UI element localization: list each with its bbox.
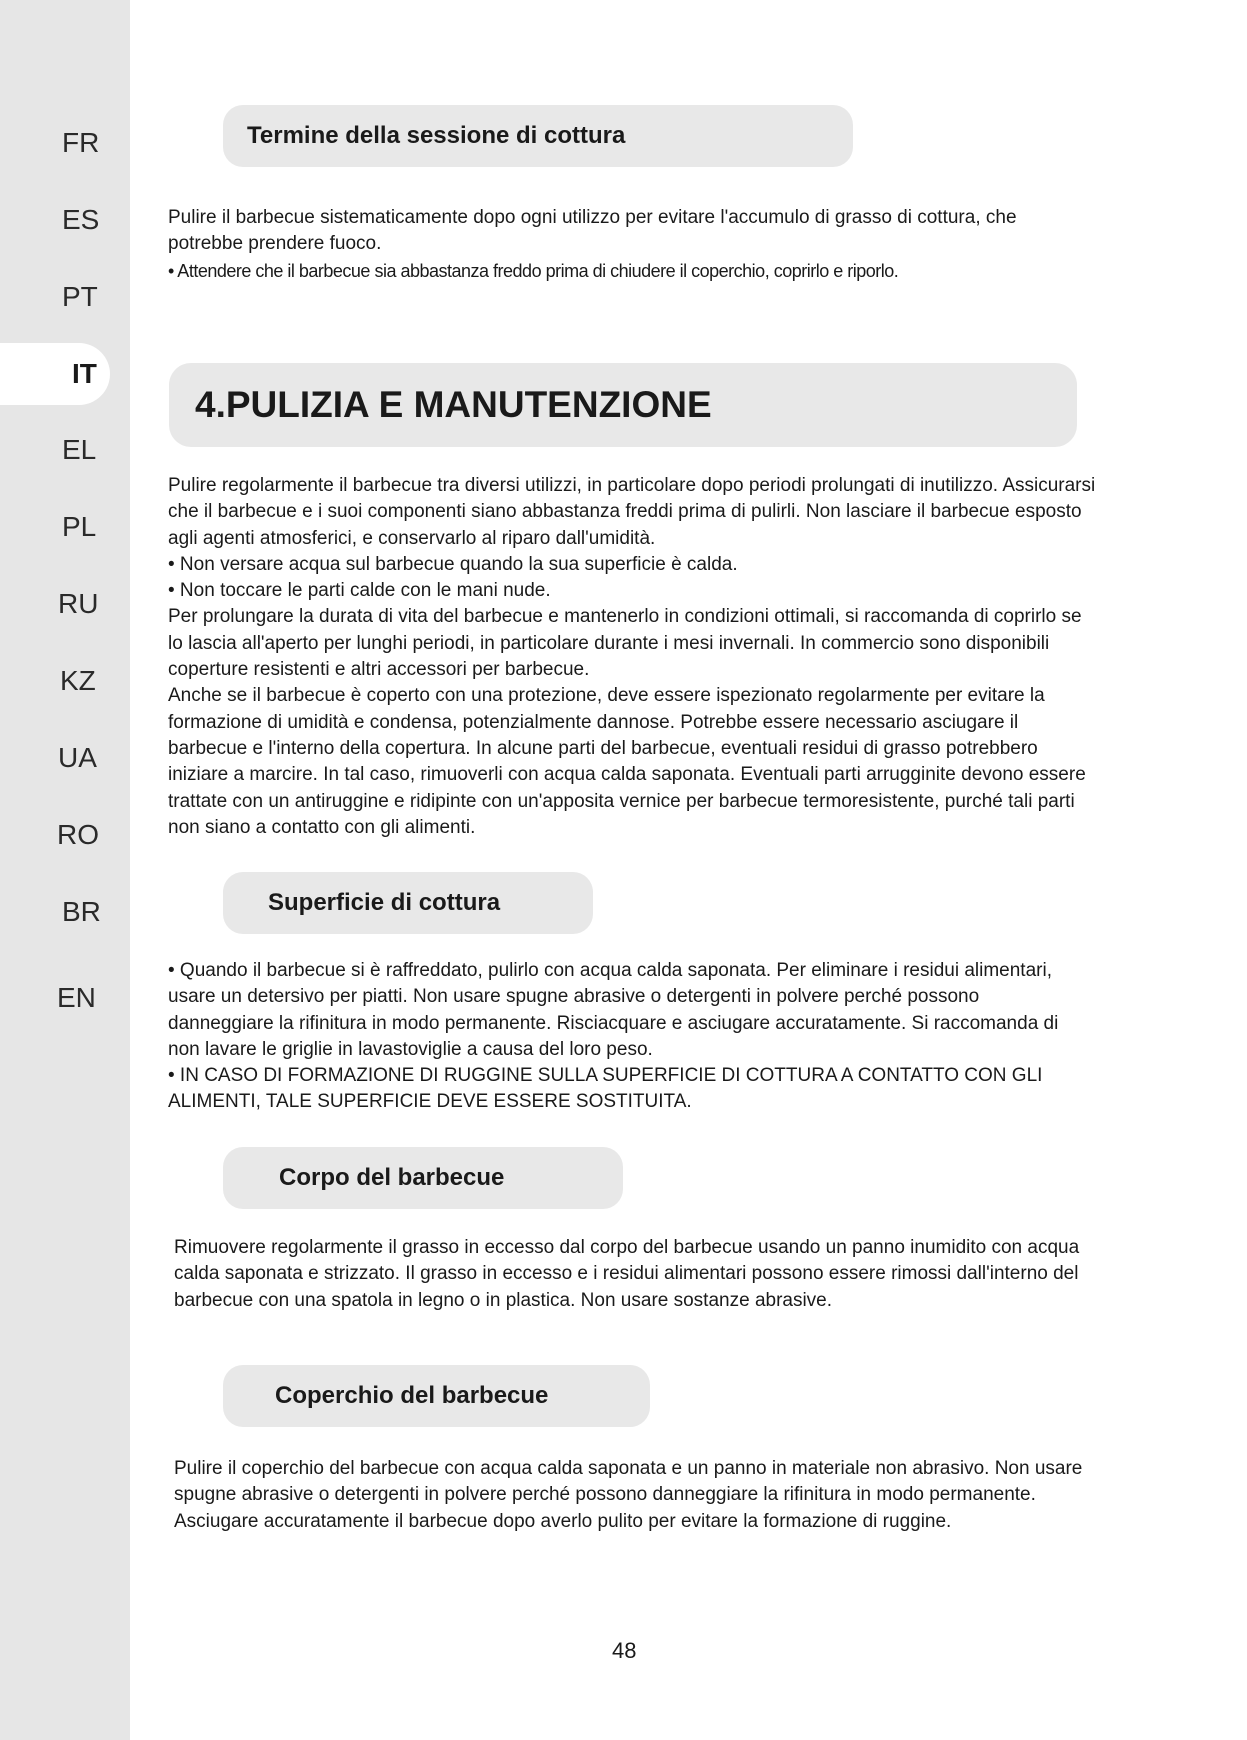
end-session-text: Pulire il barbecue sistematicamente dopo ogni utilizzo per evitare l'accumulo di grasso di cottura, che potrebbe prendere fuoco. • Attendere che il barbecue sia abbastanza freddo prima di chiudere il coperchio, coprirlo e riporlo. bbox=[168, 207, 1017, 281]
lang-tab-pl[interactable]: PL bbox=[62, 511, 97, 542]
language-sidebar bbox=[0, 0, 130, 1740]
lang-tab-el[interactable]: EL bbox=[62, 434, 97, 465]
lang-tab-it-active[interactable]: IT bbox=[0, 343, 110, 405]
lang-tab-ua[interactable]: UA bbox=[58, 742, 97, 773]
lang-tab-es[interactable]: ES bbox=[62, 204, 100, 235]
section-heading-lid: Coperchio del barbecue bbox=[223, 1365, 650, 1427]
section-heading-body: Corpo del barbecue bbox=[223, 1147, 623, 1209]
lid-text: Pulire il coperchio del barbecue con acqua calda saponata e un panno in materiale non abrasivo. Non usare spugne abrasive o detergenti in polvere perché possono danneggiare la rifinitura in modo permanente. Asciugare accuratamente il barbecue dopo averlo pulito per evitare la formazione di ruggine. bbox=[174, 1458, 1083, 1532]
lang-tab-br[interactable]: BR bbox=[62, 896, 101, 927]
lang-tab-ru[interactable]: RU bbox=[58, 588, 99, 619]
section-heading-cooking-surface: Superficie di cottura bbox=[223, 872, 593, 934]
cooking-surface-text: • Quando il barbecue si è raffreddato, pulirlo con acqua calda saponata. Per eliminare i residui alimentari, usare un detersivo per piatti. Non usare spugne abrasive o detergenti in polvere perché possono danneggiare la rifinitura in modo permanente. Risciacquare e asciugare accuratamente. Si raccomanda di non lavare le griglie in lavastoviglie a causa del loro peso. • IN CASO DI FORMAZIONE DI RUGGINE SULLA SUPERFICIE DI COTTURA A CONTATTO CON GLI ALIMENTI, TALE SUPERFICIE DEVE ESSERE SOSTITUITA. bbox=[168, 960, 1059, 1113]
cleaning-text: Pulire regolarmente il barbecue tra diversi utilizzi, in particolare dopo periodi prolungati di inutilizzo. Assicurarsi che il barbecue e i suoi componenti siano abbastanza freddi prima di pulirli. Non lasciare il barbecue esposto agli agenti atmosferici, e conservarlo al riparo dall'umidità. • Non versare acqua sul barbecue quando la sua superficie è calda. • Non toccare le parti calde con le mani nude. Per prolungare la durata di vita del barbecue e mantenerlo in condizioni ottimali, si raccomanda di coprirlo se lo lascia all'aperto per lunghi periodi, in particolare durante i mesi invernali. In commercio sono disponibili coperture resistenti e altri accessori per barbecue. Anche se il barbecue è coperto con una protezione, deve essere ispezionato regolarmente per evitare la formazione di umidità e condensa, potenzialmente dannose. Potrebbe essere necessario asciugare il barbecue e l'interno della copertura. In alcune parti del barbecue, eventuali residui di grasso potrebbero iniziare a marcire. In tal caso, rimuoverli con acqua calda saponata. Eventuali parti arrugginite devono essere trattate con un antiruggine e ridipinte con un'apposita vernice per barbecue termoresistente, purché tali parti non siano a contatto con gli alimenti. bbox=[168, 475, 1096, 838]
lang-tab-en[interactable]: EN bbox=[57, 982, 96, 1013]
chapter-heading-cleaning: 4.PULIZIA E MANUTENZIONE bbox=[169, 363, 1077, 447]
lang-tab-fr[interactable]: FR bbox=[62, 127, 100, 158]
section-heading-end-session: Termine della sessione di cottura bbox=[223, 105, 853, 167]
body-text: Rimuovere regolarmente il grasso in eccesso dal corpo del barbecue usando un panno inumidito con acqua calda saponata e strizzato. Il grasso in eccesso e i residui alimentari possono essere rimossi dall'interno del barbecue con una spatola in legno o in plastica. Non usare sostanze abrasive. bbox=[174, 1237, 1080, 1311]
lang-tab-pt[interactable]: PT bbox=[62, 281, 98, 312]
lang-tab-kz[interactable]: KZ bbox=[60, 665, 96, 696]
lang-tab-ro[interactable]: RO bbox=[57, 819, 99, 850]
